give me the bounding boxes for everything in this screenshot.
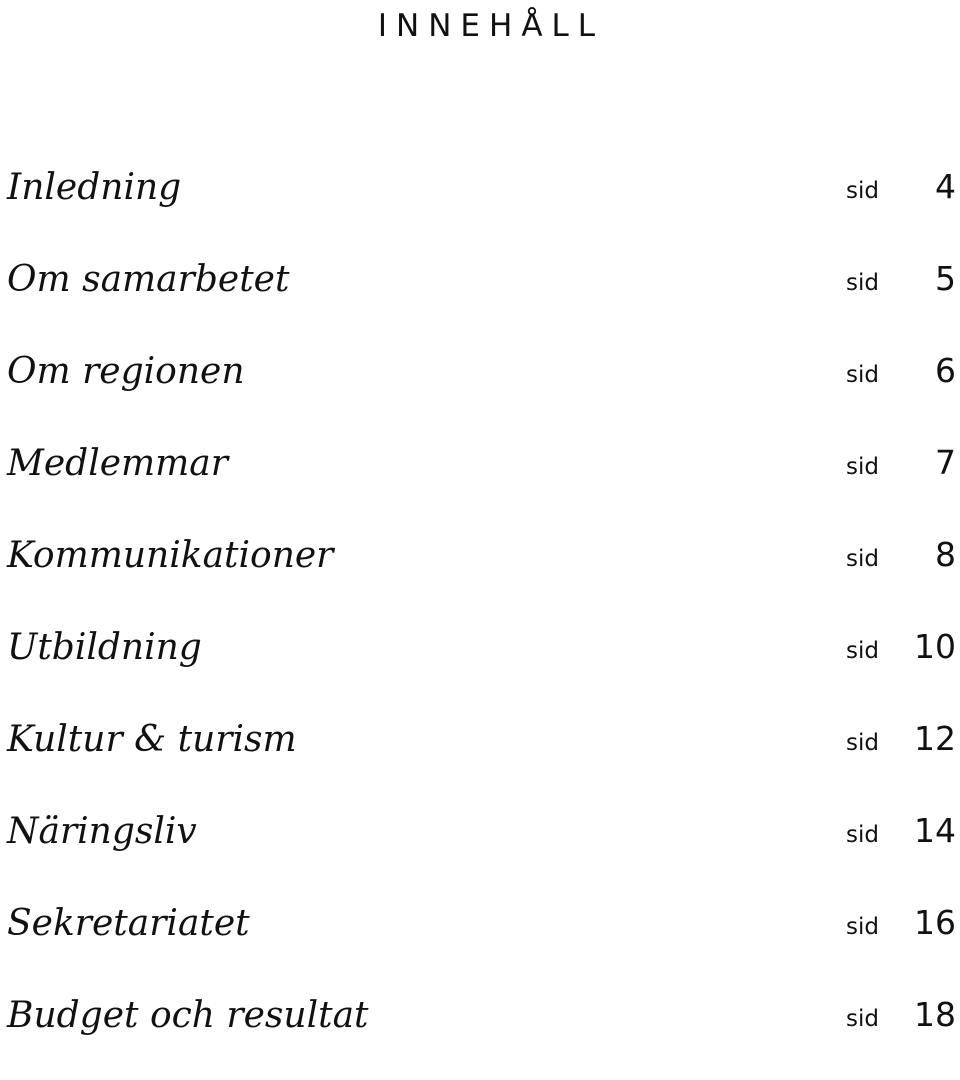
page-title: INNEHÅLL [377,8,605,44]
toc-entry-page-number: 5 [935,259,956,298]
toc-entry-page-number: 6 [935,351,956,390]
toc-entry-label: Om samarbetet [7,259,290,300]
toc-entry-label: Kultur & turism [7,719,297,760]
toc-entry-label: Näringsliv [7,811,197,852]
toc-entry-om-samarbetet[interactable] [0,252,960,344]
toc-entry-page-number: 14 [914,811,956,850]
toc-list [0,160,960,1080]
toc-entry-sid: sid [846,822,879,848]
toc-entry-page-number: 12 [914,719,956,758]
toc-entry-label: Sekretariatet [7,903,250,944]
toc-entry-page-number: 4 [935,167,956,206]
toc-entry-sid: sid [846,914,879,940]
toc-entry-page-number: 8 [935,535,956,574]
toc-entry-sid: sid [846,362,879,388]
toc-entry-label: Medlemmar [7,443,228,484]
toc-entry-label: Utbildning [7,627,202,668]
toc-entry-page-number: 16 [914,903,956,942]
toc-entry-sid: sid [846,1006,879,1032]
toc-entry-sid: sid [846,454,879,480]
toc-entry-budget-och-resultat[interactable] [0,988,960,1080]
toc-entry-sid: sid [846,730,879,756]
toc-entry-inledning[interactable] [0,160,960,252]
toc-entry-om-regionen[interactable] [0,344,960,436]
toc-entry-label: Kommunikationer [7,535,334,576]
toc-entry-sid: sid [846,638,879,664]
toc-entry-kultur-turism[interactable] [0,712,960,804]
toc-entry-label: Budget och resultat [7,995,369,1036]
toc-entry-page-number: 7 [935,443,956,482]
toc-entry-kommunikationer[interactable] [0,528,960,620]
toc-entry-label: Inledning [7,167,182,208]
toc-entry-sid: sid [846,178,879,204]
toc-entry-page-number: 18 [914,995,956,1034]
toc-entry-sid: sid [846,546,879,572]
toc-entry-label: Om regionen [7,351,245,392]
toc-entry-sid: sid [846,270,879,296]
toc-entry-sekretariatet[interactable] [0,896,960,988]
toc-entry-utbildning[interactable] [0,620,960,712]
toc-entry-medlemmar[interactable] [0,436,960,528]
toc-entry-naringsliv[interactable] [0,804,960,896]
toc-entry-page-number: 10 [914,627,956,666]
